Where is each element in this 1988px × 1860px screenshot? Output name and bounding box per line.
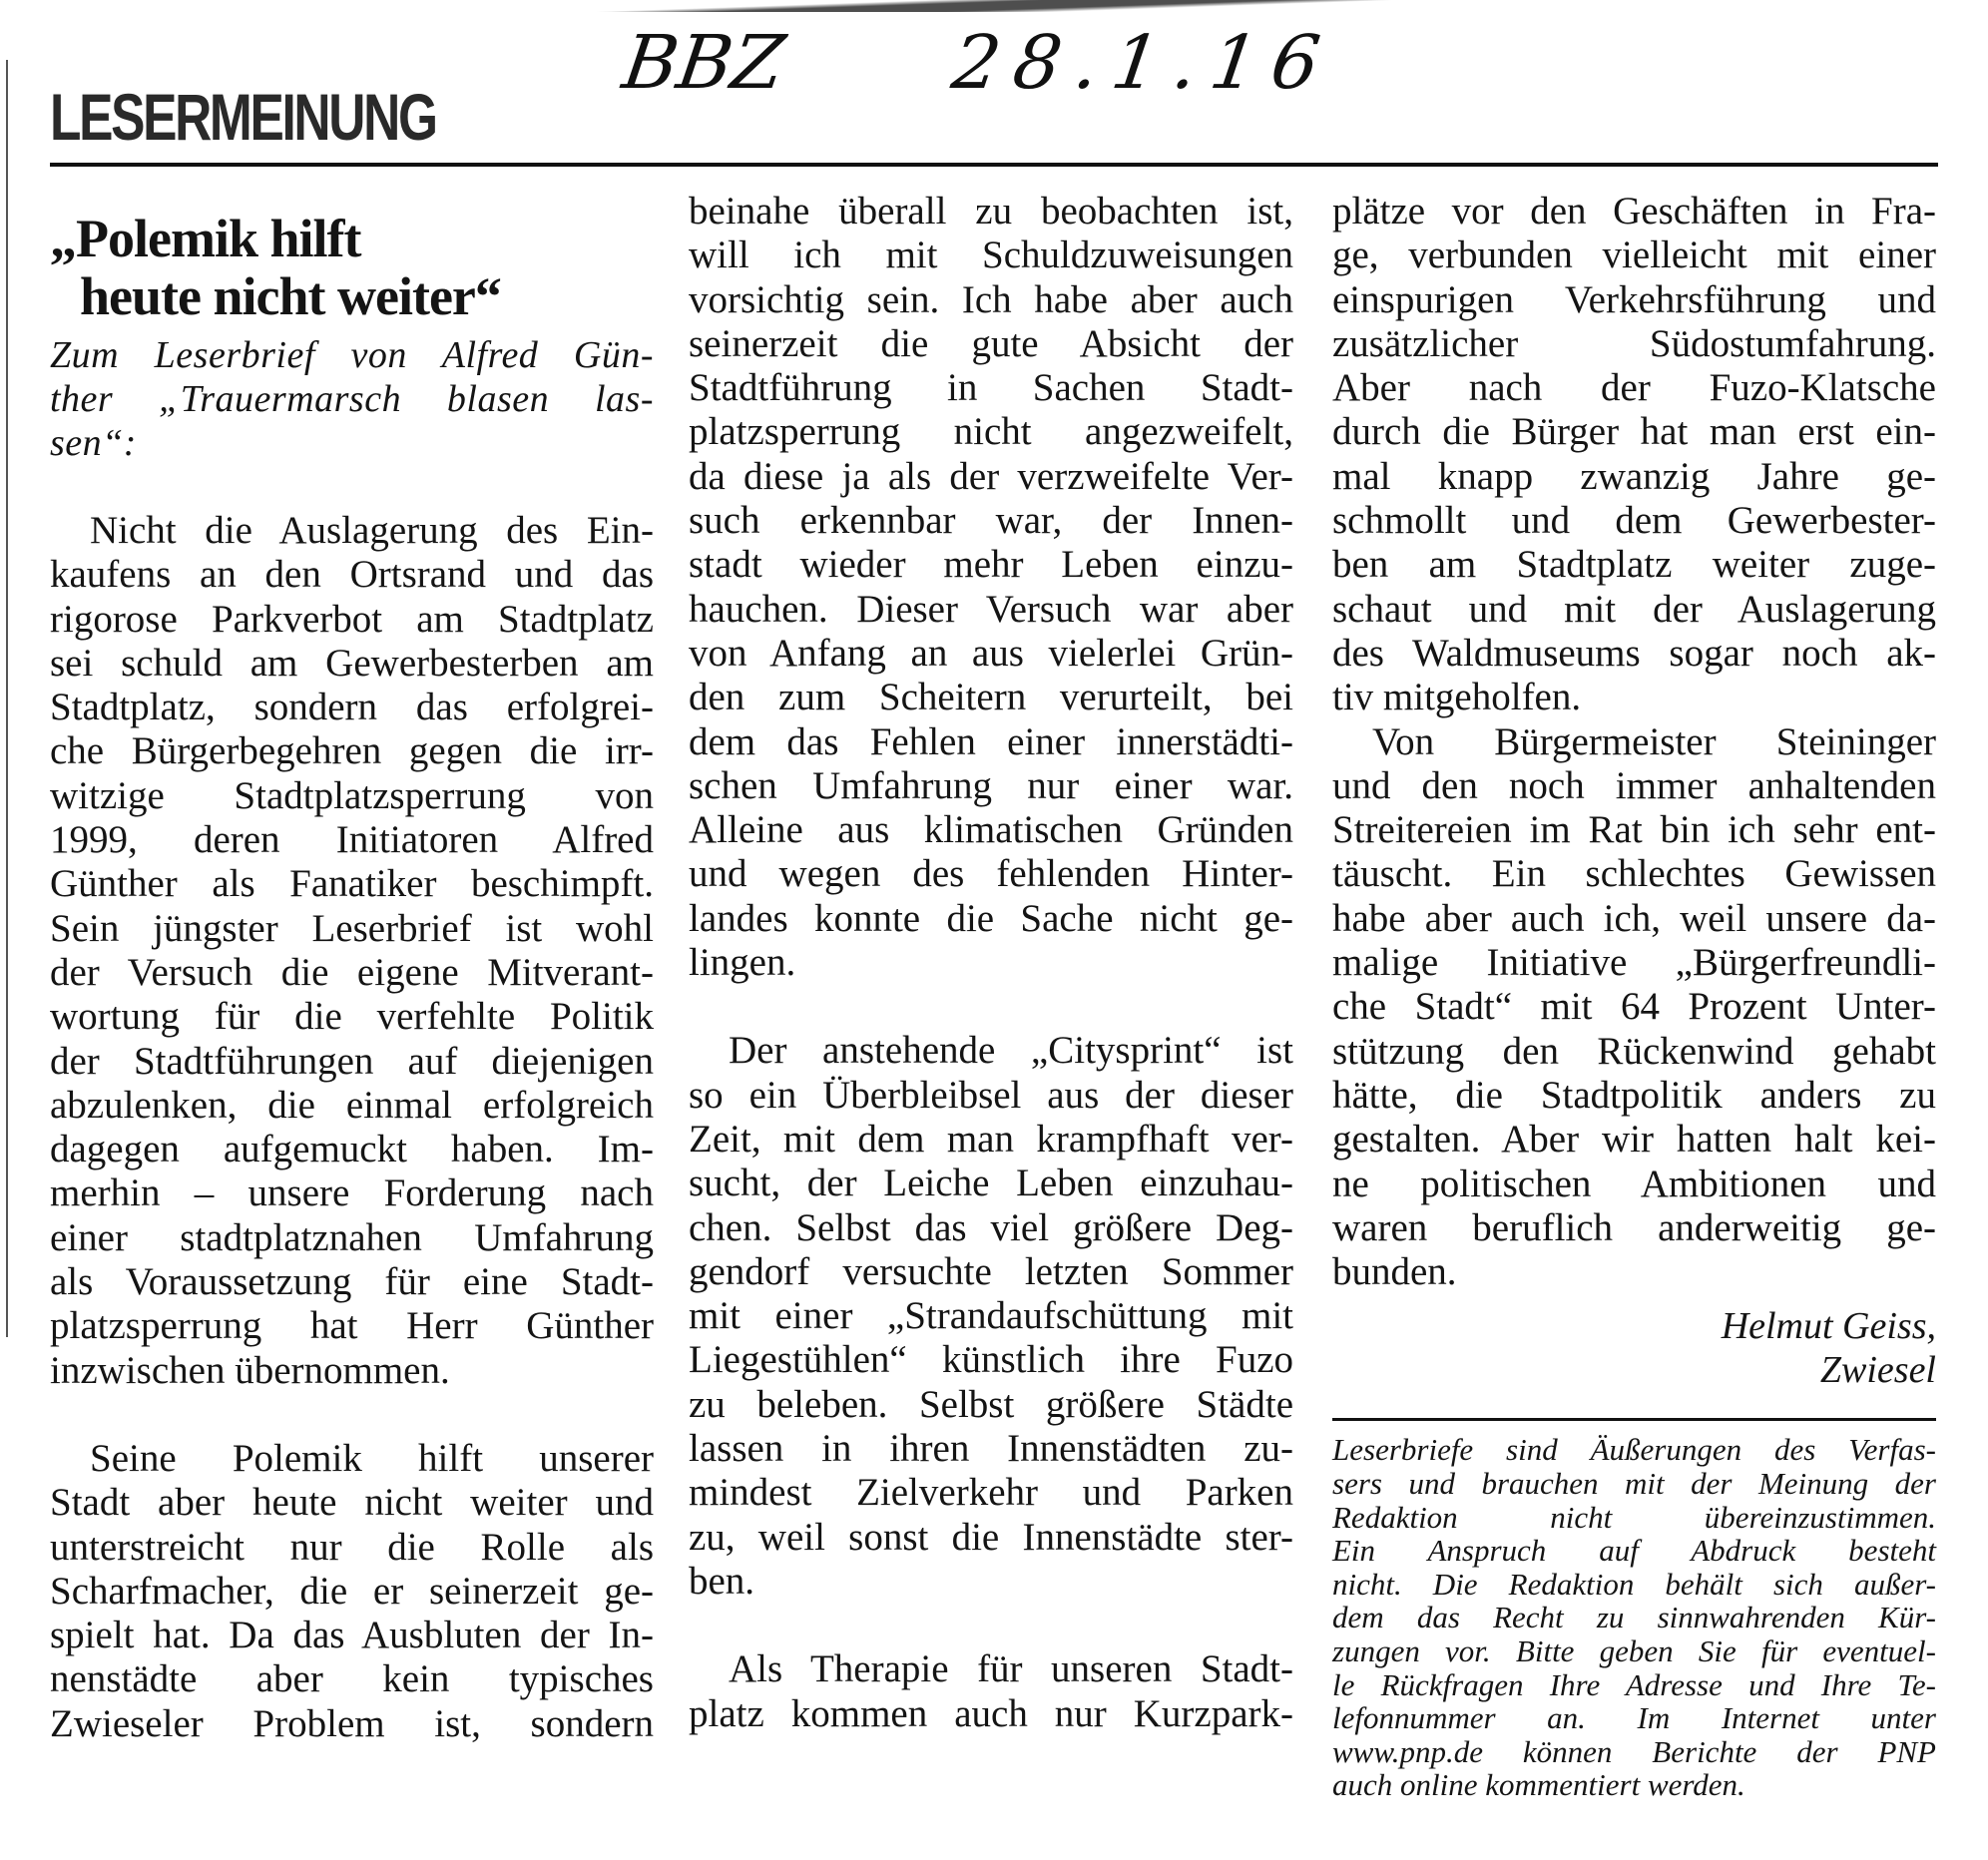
paragraph [1332, 190, 1936, 720]
text-line: Als Therapie für unseren Stadt- [729, 1647, 1293, 1691]
text-line: durch die Bürger hat man erst ein- [1332, 410, 1936, 454]
text-line: che Stadt“ mit 64 Prozent Unter- [1332, 985, 1936, 1029]
text-line: zusätzlicher Südostumfahrung. [1332, 321, 1936, 365]
text-line: nenstädte aber kein typisches [50, 1657, 654, 1701]
text-line: lingen. [689, 941, 796, 985]
text-line: Nicht die Auslagerung des Ein- [90, 509, 654, 552]
text-line: mit einer „Strandaufschüttung mit [689, 1294, 1293, 1338]
text-line: lassen in ihren Innenstädten zu- [689, 1427, 1293, 1471]
text-line: des Waldmuseums sogar noch ak- [1332, 631, 1936, 675]
text-line: lefonnummer an. Im Internet unter [1332, 1700, 1936, 1736]
text-line: platz kommen auch nur Kurzpark- [689, 1691, 1293, 1735]
text-line: Ein Anspruch auf Abdruck besteht [1332, 1533, 1936, 1569]
text-line: Zeit, mit dem man krampfhaft ver- [689, 1117, 1293, 1161]
paragraph [50, 509, 654, 1393]
headline-line-2: heute nicht weiter“ [80, 266, 501, 326]
text-line: Stadtplatz, sondern das erfolgrei- [50, 686, 654, 729]
text-line: platzsperrung nicht angezweifelt, [689, 410, 1293, 454]
text-line: witzige Stadtplatzsperrung von [50, 773, 654, 817]
text-line: täuscht. Ein schlechtes Gewissen [1332, 852, 1936, 896]
text-line: mal knapp zwanzig Jahre ge- [1332, 454, 1936, 498]
text-line: und wegen des fehlenden Hinter- [689, 852, 1293, 896]
text-line: einer stadtplatznahen Umfahrung [50, 1215, 654, 1259]
text-line: merhin – unsere Forderung nach [50, 1171, 654, 1215]
text-line: Streitereien im Rat bin ich sehr ent- [1332, 808, 1936, 852]
text-line: von Anfang an aus vielerlei Grün- [689, 631, 1293, 675]
text-line: Leserbriefe sind Äußerungen des Verfas- [1332, 1432, 1936, 1468]
text-line: stützung den Rückenwind gehabt [1332, 1029, 1936, 1073]
author-city: Zwiesel [1819, 1349, 1936, 1392]
text-line: Scharfmacher, die er seinerzeit ge- [50, 1569, 654, 1613]
text-line: sei schuld am Gewerbesterben am [50, 641, 654, 685]
text-line: Zwieseler Problem ist, sondern [50, 1701, 654, 1745]
text-line: gendorf versuchte letzten Sommer [689, 1249, 1293, 1293]
text-line: der Versuch die eigene Mitverant- [50, 950, 654, 994]
text-line: kaufens an den Ortsrand und das [50, 553, 654, 597]
text-line: le Rückfragen Ihre Adresse und Ihre Te- [1332, 1666, 1936, 1702]
text-line: wortung für die verfehlte Politik [50, 995, 654, 1039]
paragraph [689, 190, 1293, 985]
article-column-1 [50, 190, 654, 1746]
text-line: sucht, der Leiche Leben einzuhau- [689, 1162, 1293, 1205]
text-line: bunden. [1332, 1250, 1457, 1294]
text-line: Stadt aber heute nicht weiter und [50, 1481, 654, 1525]
text-line: plätze vor den Geschäften in Fra- [1332, 190, 1936, 232]
scan-edge-line [0, 0, 1988, 12]
text-line: habe aber auch ich, weil unsere da- [1332, 896, 1936, 940]
text-line: so ein Überbleibsel aus der dieser [689, 1073, 1293, 1117]
paragraph [1332, 720, 1936, 1295]
text-line: als Voraussetzung für eine Stadt- [50, 1260, 654, 1304]
text-line: zu beleben. Selbst größere Städte [689, 1382, 1293, 1426]
paragraph [689, 1029, 1293, 1604]
text-line: waren beruflich anderweitig ge- [1332, 1205, 1936, 1249]
text-line: schen Umfahrung nur einer war. [689, 763, 1293, 807]
article-deck [50, 333, 654, 465]
text-line: malige Initiative „Bürgerfreundli- [1332, 941, 1936, 985]
text-line: und den noch immer anhaltenden [1332, 763, 1936, 807]
text-line: stadt wieder mehr Leben einzu- [689, 543, 1293, 587]
author-signature [1332, 1304, 1936, 1392]
text-line: Günther als Fanatiker beschimpft. [50, 862, 654, 906]
text-line: ben. [689, 1559, 755, 1603]
text-line: dem das Recht zu sinnwahrenden Kür- [1332, 1600, 1936, 1635]
article-column-2 [689, 190, 1293, 1736]
text-line: Aber nach der Fuzo-Klatsche [1332, 366, 1936, 410]
author-name: Helmut Geiss, [1721, 1305, 1936, 1348]
deck-line: ther „Trauermarsch blasen las- [50, 378, 654, 420]
text-line: spielt hat. Da das Ausbluten der In- [50, 1614, 654, 1657]
text-line: hauchen. Dieser Versuch war aber [689, 587, 1293, 631]
text-line: unterstreicht nur die Rolle als [50, 1525, 654, 1569]
text-line: schmollt und dem Gewerbester- [1332, 499, 1936, 543]
text-line: zungen vor. Bitte geben Sie für eventuel- [1332, 1632, 1936, 1668]
paragraph [50, 1437, 654, 1746]
text-line: 1999, deren Initiatoren Alfred [50, 818, 654, 862]
text-line: rigorose Parkverbot am Stadtplatz [50, 597, 654, 641]
headline-line-1: „Polemik hilft [50, 209, 361, 268]
text-line: schaut und mit der Auslagerung [1332, 587, 1936, 631]
header-rule [50, 163, 1938, 167]
text-line: landes konnte die Sache nicht ge- [689, 896, 1293, 940]
text-line: der Stadtführungen auf diejenigen [50, 1039, 654, 1083]
text-line: hätte, die Stadtpolitik anders zu [1332, 1073, 1936, 1117]
text-line: tiv mitgeholfen. [1332, 676, 1582, 719]
text-line: beinahe überall zu beobachten ist, [689, 190, 1293, 232]
text-line: gestalten. Aber wir hatten halt kei- [1332, 1118, 1936, 1162]
text-line: Sein jüngster Leserbrief ist wohl [50, 906, 654, 950]
text-line: inzwischen übernommen. [50, 1348, 450, 1392]
text-line: such erkennbar war, der Innen- [689, 499, 1293, 543]
deck-line: sen“: [50, 422, 137, 464]
disclaimer-rule [1332, 1418, 1936, 1421]
text-line: Von Bürgermeister Steininger [1372, 719, 1936, 763]
text-line: auch online kommentiert werden. [1332, 1767, 1745, 1803]
editorial-disclaimer [1332, 1433, 1936, 1802]
text-line: dem das Fehlen einer innerstädti- [689, 719, 1293, 763]
text-line: ben am Stadtplatz weiter zuge- [1332, 543, 1936, 587]
text-line: Alleine aus klimatischen Gründen [689, 808, 1293, 852]
handwritten-source-note: BBZ [617, 20, 790, 106]
text-line: da diese ja als der verzweifelte Ver- [689, 454, 1293, 498]
section-label: LESERMEINUNG [50, 80, 436, 154]
text-line: will ich mit Schuldzuweisungen [689, 233, 1293, 277]
text-line: Liegestühlen“ künstlich ihre Fuzo [689, 1338, 1293, 1382]
text-line: mindest Zielverkehr und Parken [689, 1471, 1293, 1515]
text-line: www.pnp.de können Berichte der PNP [1332, 1733, 1936, 1769]
text-line: che Bürgerbegehren gegen die irr- [50, 729, 654, 773]
deck-line: Zum Leserbrief von Alfred Gün- [50, 334, 654, 376]
text-line: vorsichtig sein. Ich habe aber auch [689, 277, 1293, 321]
text-line: einspurigen Verkehrsführung und [1332, 277, 1936, 321]
text-line: abzulenken, die einmal erfolgreich [50, 1083, 654, 1127]
paragraph [689, 1647, 1293, 1736]
text-line: den zum Scheitern verurteilt, bei [689, 676, 1293, 719]
scan-edge-border [6, 60, 8, 1337]
text-line: chen. Selbst das viel größere Deg- [689, 1205, 1293, 1249]
article-column-3 [1332, 190, 1936, 1802]
text-line: Redaktion nicht übereinzustimmen. [1332, 1499, 1936, 1535]
text-line: ne politischen Ambitionen und [1332, 1162, 1936, 1205]
text-line: zu, weil sonst die Innenstädte ster- [689, 1515, 1293, 1559]
text-line: Stadtführung in Sachen Stadt- [689, 366, 1293, 410]
text-line: dagegen aufgemuckt haben. Im- [50, 1128, 654, 1171]
text-line: sers und brauchen mit der Meinung der [1332, 1466, 1936, 1502]
text-line: Seine Polemik hilft unserer [90, 1436, 654, 1480]
text-line: nicht. Die Redaktion behält sich außer- [1332, 1566, 1936, 1602]
text-line: ge, verbunden vielleicht mit einer [1332, 233, 1936, 277]
text-line: platzsperrung hat Herr Günther [50, 1304, 654, 1348]
text-line: seinerzeit die gute Absicht der [689, 321, 1293, 365]
handwritten-date-note: 28.1.16 [946, 20, 1339, 106]
article-headline [50, 210, 654, 325]
text-line: Der anstehende „Citysprint“ ist [729, 1029, 1293, 1073]
